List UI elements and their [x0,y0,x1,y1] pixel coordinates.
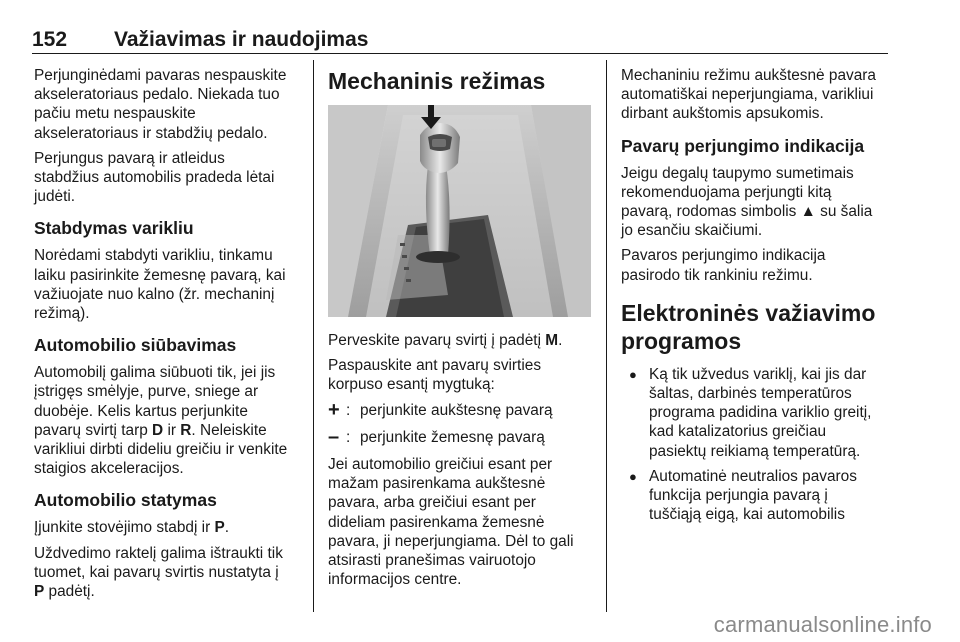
triangle-up-icon: ▲ [800,203,816,221]
low-speed-paragraph: Jei automobilio greičiui esant per mažam pasirenkama aukštesnė pavara, arba greičiui esant per dideliam pasirenkama žemesnė pavara, ji neperjungiama. Dėl to gali atsirasti pranešimas vairuotojo informacijos centre. [328,456,574,589]
plus-icon: + [328,398,340,421]
heading-rocking: Automobilio siūbavimas [34,335,237,356]
list-item: ● Automatinė neutralios pavaros funkcija perjungia pavarą į tuščiąją eigą, kai automobilis [621,467,891,525]
column-right [621,66,891,530]
engine-braking-paragraph: Norėdami stabdyti varikliu, tinkamu laiku pasirinkite žemesnę pavarą, kai važiuojate nuo kalno (žr. mechaninį režimą). [34,247,286,323]
page-number: 152 [32,28,68,51]
column-divider [313,60,314,612]
header-rule [32,53,888,54]
column-middle [328,66,590,595]
auto-upshift-paragraph: Mechaniniu režimu aukštesnė pavara automatiškai neperjungiama, varikliui dirbant aukštomis apsukomis. [621,67,876,123]
parking-paragraph: Įjunkite stovėjimo stabdį ir P. [34,519,230,537]
column-divider [606,60,607,612]
heading-parking: Automobilio statymas [34,490,217,511]
heading-engine-braking: Stabdymas varikliu [34,218,194,239]
minus-icon: – [328,425,340,448]
intro-paragraph: Perjunginėdami pavaras nespauskite akseleratoriaus pedalo. Niekada tuo pačiu metu nespauskite akseleratoriaus ir stabdžių pedalo. [34,67,287,142]
fuel-saving-paragraph: Jeigu degalų taupymo sumetimais rekomenduojama perjungti kitą pavarą, rodomas simbolis ▲ su šalia jo esančiu skaičiumi. [621,164,873,240]
list-item: ● Ką tik užvedus variklį, kai jis dar šaltas, darbinės temperatūros programa padidina variklio greitį, kad katalizatorius greičiau pasiektų reikiamą temperatūrą. [621,365,891,461]
heading-manual-mode: Mechaninis režimas [328,68,546,94]
heading-electronic-programs: Elektroninės važiavimo programos [621,299,876,354]
move-lever-paragraph: Perveskite pavarų svirtį į padėtį M. [328,332,563,349]
gear-lever-photo [328,105,591,317]
rocking-paragraph: Automobilį galima siūbuoti tik, jei jis įstrigęs smėlyje, purve, sniege ar duobėje. Kelis kartus perjunkite pavarų svirtį tarp D ir R. Neleiskite varikliui dirbti dideliu greičiu ir venkite staigios akceleracijos. [34,364,288,478]
upshift-row: + : perjunkite aukštesnę pavarą [328,398,553,421]
release-brake-paragraph: Perjungus pavarą ir atleidus stabdžius automobilis pradeda lėtai judėti. [34,149,275,206]
downshift-row: – : perjunkite žemesnę pavarą [328,425,545,448]
downshift-text: perjunkite žemesnę pavarą [360,428,545,446]
bullet-icon: ● [629,468,637,484]
page-title: Važiavimas ir naudojimas [114,28,369,51]
press-button-paragraph: Paspauskite ant pavarų svirties korpuso esantį mygtuką: [328,357,542,394]
heading-shift-indication: Pavarų perjungimo indikacija [621,135,865,156]
key-removal-paragraph: Uždvedimo raktelį galima ištraukti tik tuomet, kai pavarų svirtis nustatyta į P padėtį. [34,544,283,601]
watermark: carmanualsonline.info [713,612,932,637]
bullet-icon: ● [629,366,637,382]
column-left [34,66,302,607]
page-header [32,28,888,54]
gear-lever-illustration [328,105,591,317]
upshift-text: perjunkite aukštesnę pavarą [360,401,553,419]
indication-manual-paragraph: Pavaros perjungimo indikacija pasirodo tik rankiniu režimu. [621,247,826,284]
